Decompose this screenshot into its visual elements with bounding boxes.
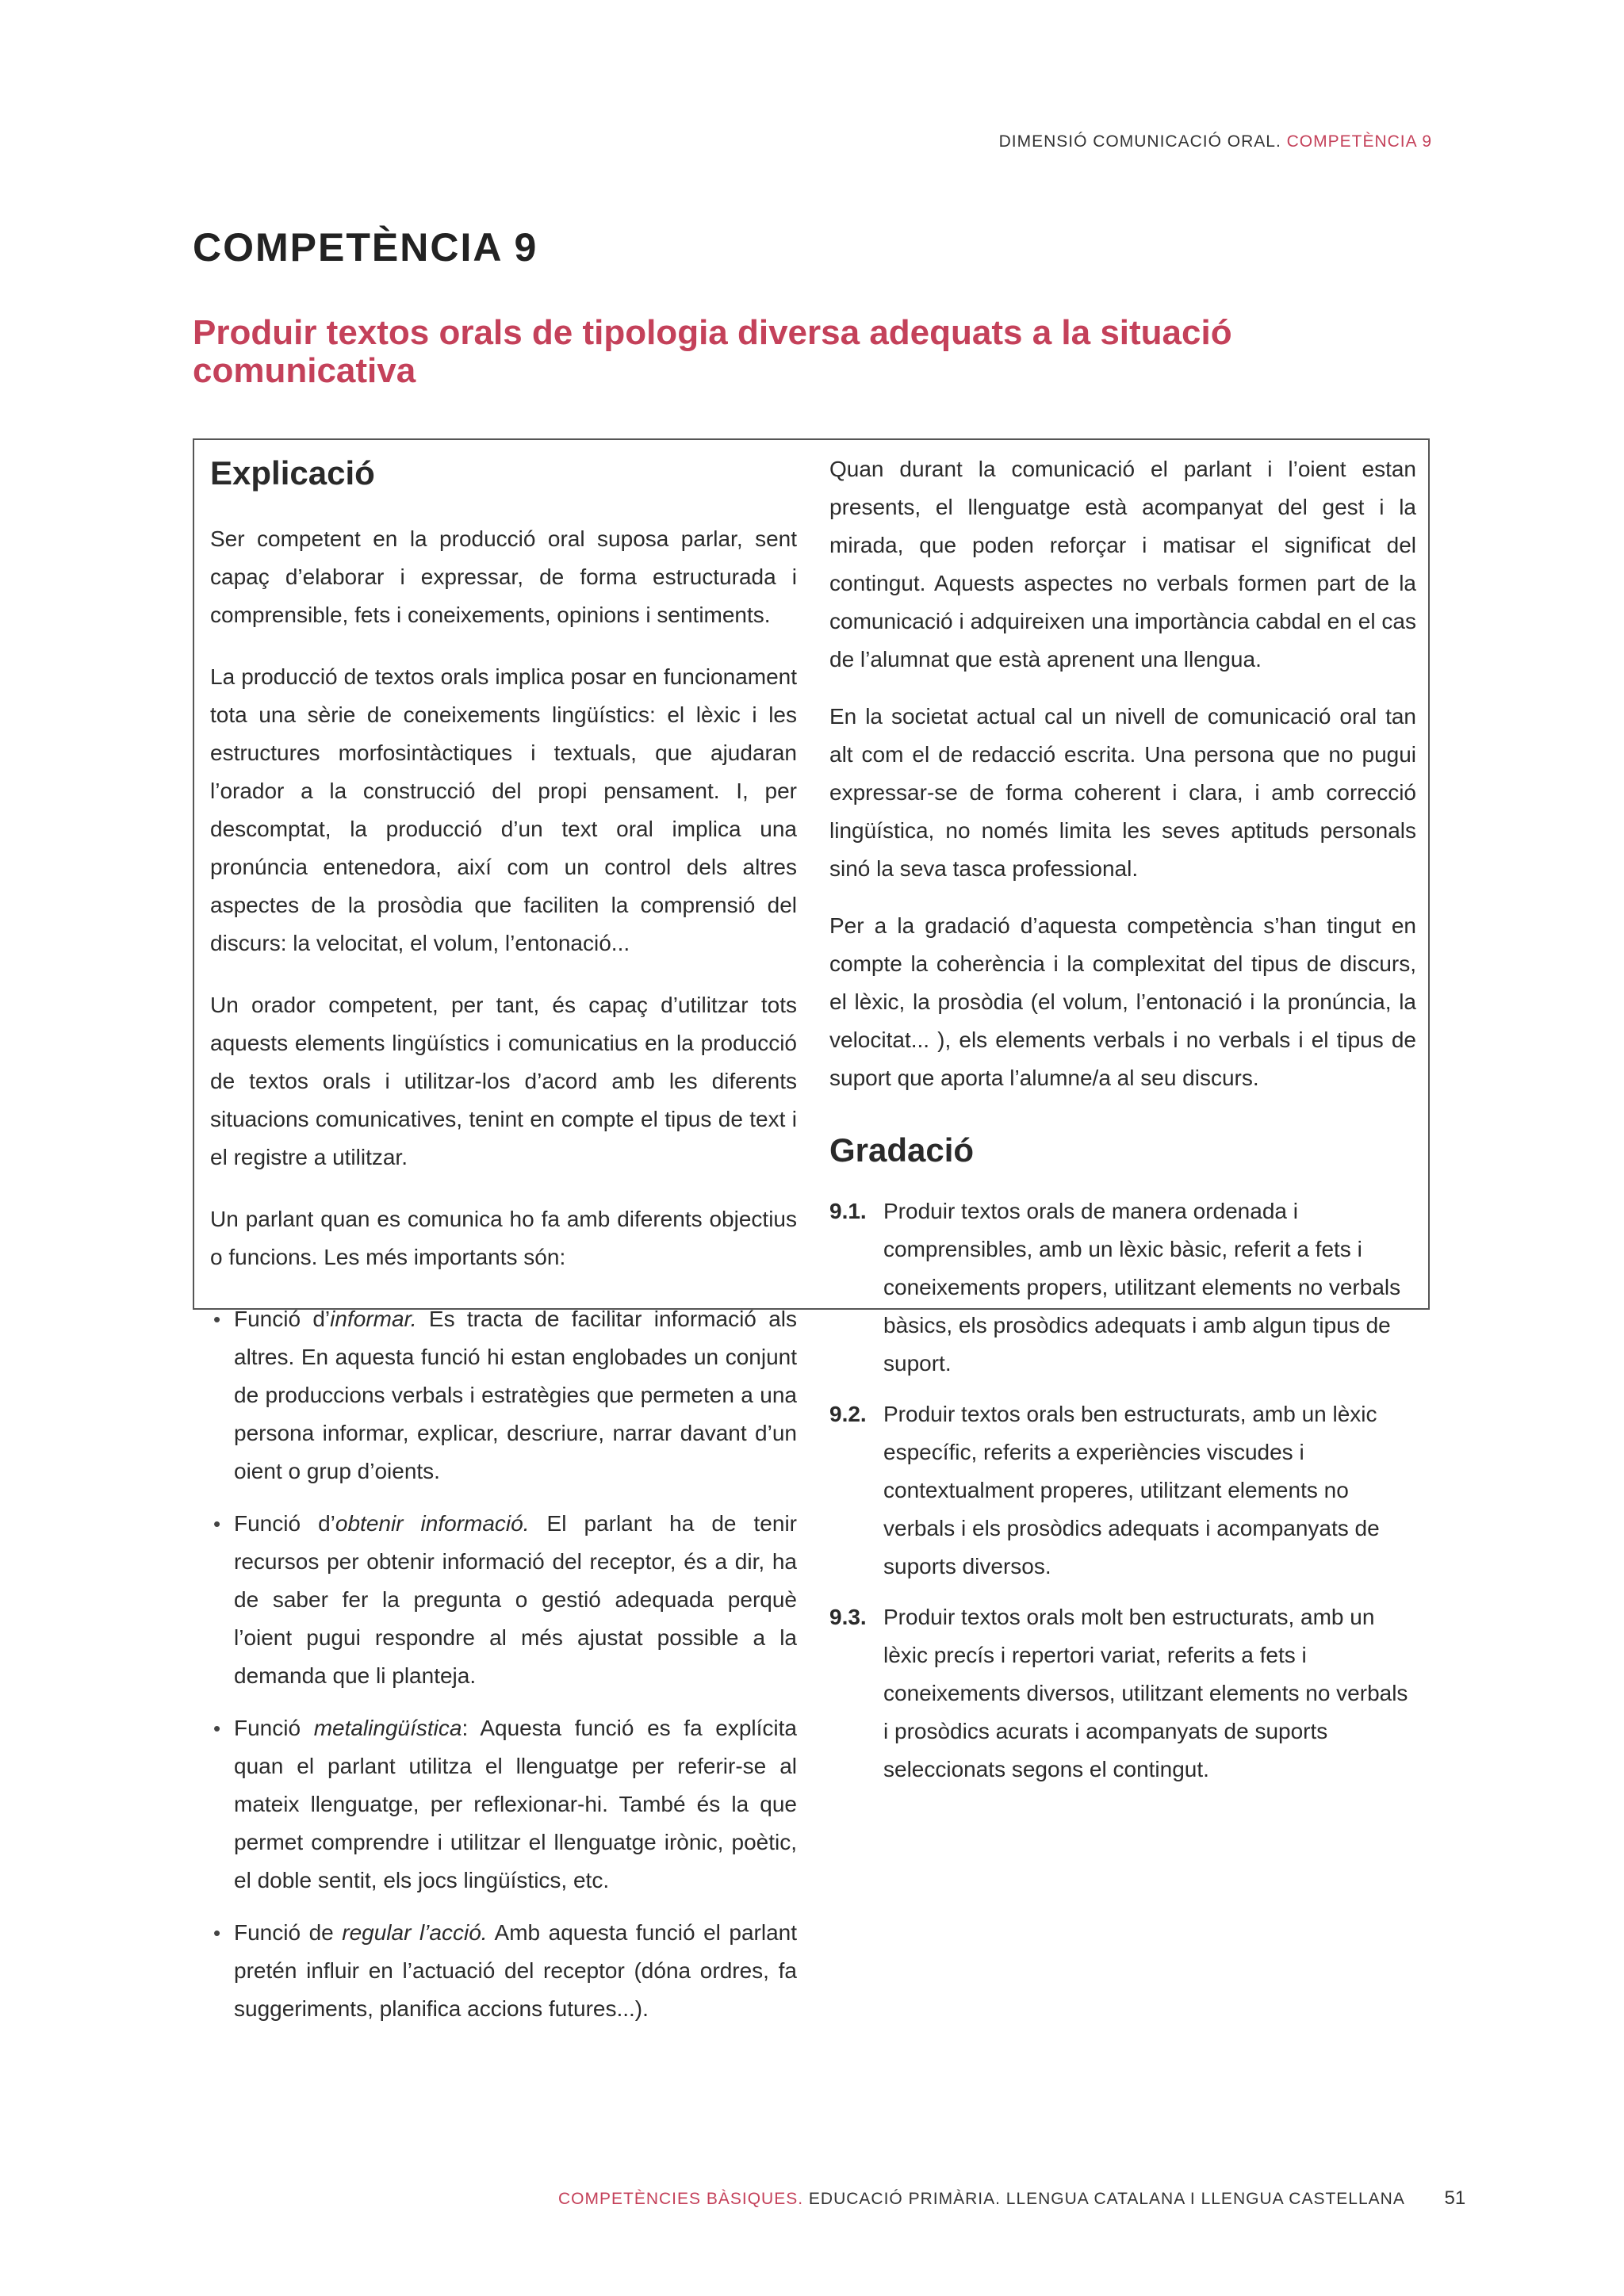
function-text: Es tracta de facilitar informació als altres. En aquesta funció hi estan englobades un conjunt de produccions verbals i estratègies que permeten a una persona informar, explicar, descriure, narrar davant d’un oient o grup d’oients. (234, 1307, 797, 1483)
page-number: 51 (1444, 2187, 1466, 2209)
explicacio-paragraph-6: En la societat actual cal un nivell de comunicació oral tan alt com el de redacció escrita. Una persona que no pugui expressar-se de forma coherent i clara, i amb correcció lingüística, no només limita les seves aptituds personals sinó la seva tasca professional. (829, 704, 1416, 881)
function-item-obtenir-informacio (210, 1505, 797, 1695)
gradacio-number: 9.3. (829, 1605, 867, 1629)
gradacio-number: 9.2. (829, 1402, 867, 1426)
function-emphasis: obtenir informació. (335, 1511, 530, 1536)
function-text: : Aquesta funció es fa explícita quan el parlant utilitza el llenguatge per referir-se al mateix llenguatge, per reflexionar-hi. També és la que permet comprendre i utilitzar el llenguatge irònic, poètic, el doble sentit, els jocs lingüístics, etc. (234, 1716, 797, 1892)
gradacio-item-9-1 (829, 1192, 1416, 1383)
gradacio-text: Produir textos orals ben estructurats, amb un lèxic específic, referits a experiències viscudes i contextualment properes, utilitzant elements no verbals i els prosòdics adequats i acompanyats de suports diversos. (883, 1402, 1380, 1578)
explicacio-heading: Explicació (210, 454, 375, 492)
right-column (829, 450, 1416, 1801)
gradacio-number: 9.1. (829, 1199, 867, 1223)
function-item-informar (210, 1300, 797, 1490)
gradacio-heading: Gradació (829, 1131, 975, 1169)
function-lead: Funció de (234, 1920, 343, 1945)
running-head-competence: COMPETÈNCIA 9 (1286, 132, 1432, 151)
running-foot (558, 2187, 1465, 2210)
running-foot-series: COMPETÈNCIES BÀSIQUES. (558, 2190, 804, 2208)
function-text: Amb aquesta funció el parlant pretén influir en l’actuació del receptor (dóna ordres, fa suggeriments, planifica accions futures...). (234, 1920, 798, 2021)
function-text: El parlant ha de tenir recursos per obtenir informació del receptor, és a dir, ha de saber fer la pregunta o gestió adequada perquè l’oient pugui respondre al més ajustat possible a la demanda que li planteja. (234, 1511, 797, 1688)
running-foot-title: EDUCACIÓ PRIMÀRIA. LLENGUA CATALANA I LLENGUA CASTELLANA (808, 2190, 1404, 2208)
explicacio-paragraph-7: Per a la gradació d’aquesta competència s’han tingut en compte la coherència i la complexitat del tipus de discurs, el lèxic, la prosòdia (el volum, l’entonació i la pronúncia, la velocitat... ), els elements verbals i no verbals i el tipus de suport que aporta l’alumne/a al seu discurs. (829, 913, 1416, 1090)
function-emphasis: informar. (330, 1307, 417, 1331)
explicacio-paragraph-5: Quan durant la comunicació el parlant i l’oient estan presents, el llenguatge està acompanyat del gest i la mirada, que poden reforçar i matisar el significat del contingut. Aquests aspectes no verbals formen part de la comunicació i adquireixen una importància cabdal en el cas de l’alumnat que està aprenent una llengua. (829, 457, 1416, 672)
left-column (210, 450, 797, 2042)
gradacio-text: Produir textos orals de manera ordenada i comprensibles, amb un lèxic bàsic, referit a fets i coneixements propers, utilitzant elements no verbals bàsics, els prosòdics adequats i amb algun tipus de suport. (883, 1199, 1401, 1376)
functions-list (210, 1300, 797, 2028)
function-emphasis: regular l’acció. (342, 1920, 488, 1945)
bullet-icon: • (213, 1716, 221, 1740)
gradacio-text: Produir textos orals molt ben estructurats, amb un lèxic precís i repertori variat, referits a fets i coneixements diversos, utilitzant elements no verbals i prosòdics acurats i acompanyats de suports seleccionats segons el contingut. (883, 1605, 1408, 1781)
bullet-icon: • (213, 1512, 221, 1536)
explicacio-paragraph-4: Un parlant quan es comunica ho fa amb diferents objectius o funcions. Les més importants són: (210, 1207, 797, 1269)
function-item-metalinguistica (210, 1709, 797, 1900)
bullet-icon: • (213, 1921, 221, 1945)
explicacio-paragraph-1: Ser competent en la producció oral suposa parlar, sent capaç d’elaborar i expressar, de forma estructurada i comprensible, fets i coneixements, opinions i sentiments. (210, 526, 797, 627)
function-emphasis: metalingüística (313, 1716, 462, 1740)
gradacio-item-9-3 (829, 1598, 1416, 1789)
function-lead: Funció (234, 1716, 314, 1740)
gradacio-item-9-2 (829, 1395, 1416, 1586)
function-lead: Funció d’ (234, 1511, 335, 1536)
explicacio-paragraph-2: La producció de textos orals implica posar en funcionament tota una sèrie de coneixements lingüístics: el lèxic i les estructures morfosintàctiques i textuals, que ajudaran l’orador a la construcció del propi pensament. I, per descomptat, la producció d’un text oral implica una pronúncia entenedora, així com un control dels altres aspectes de la prosòdia que faciliten la comprensió del discurs: la velocitat, el volum, l’entonació... (210, 664, 797, 955)
function-lead: Funció d’ (234, 1307, 331, 1331)
chapter-title: COMPETÈNCIA 9 (193, 225, 538, 270)
running-head-section: DIMENSIÓ COMUNICACIÓ ORAL. (998, 132, 1281, 151)
running-head (999, 132, 1432, 151)
chapter-subtitle: Produir textos orals de tipologia diversa adequats a la situació comunicativa (193, 313, 1232, 390)
gradacio-list (829, 1192, 1416, 1789)
function-item-regular-accio (210, 1914, 797, 2028)
bullet-icon: • (213, 1307, 221, 1331)
explicacio-paragraph-3: Un orador competent, per tant, és capaç d’utilitzar tots aquests elements lingüístics i comunicatius en la producció de textos orals i utilitzar-los d’acord amb les diferents situacions comunicatives, tenint en compte el tipus de text i el registre a utilitzar. (210, 993, 797, 1169)
